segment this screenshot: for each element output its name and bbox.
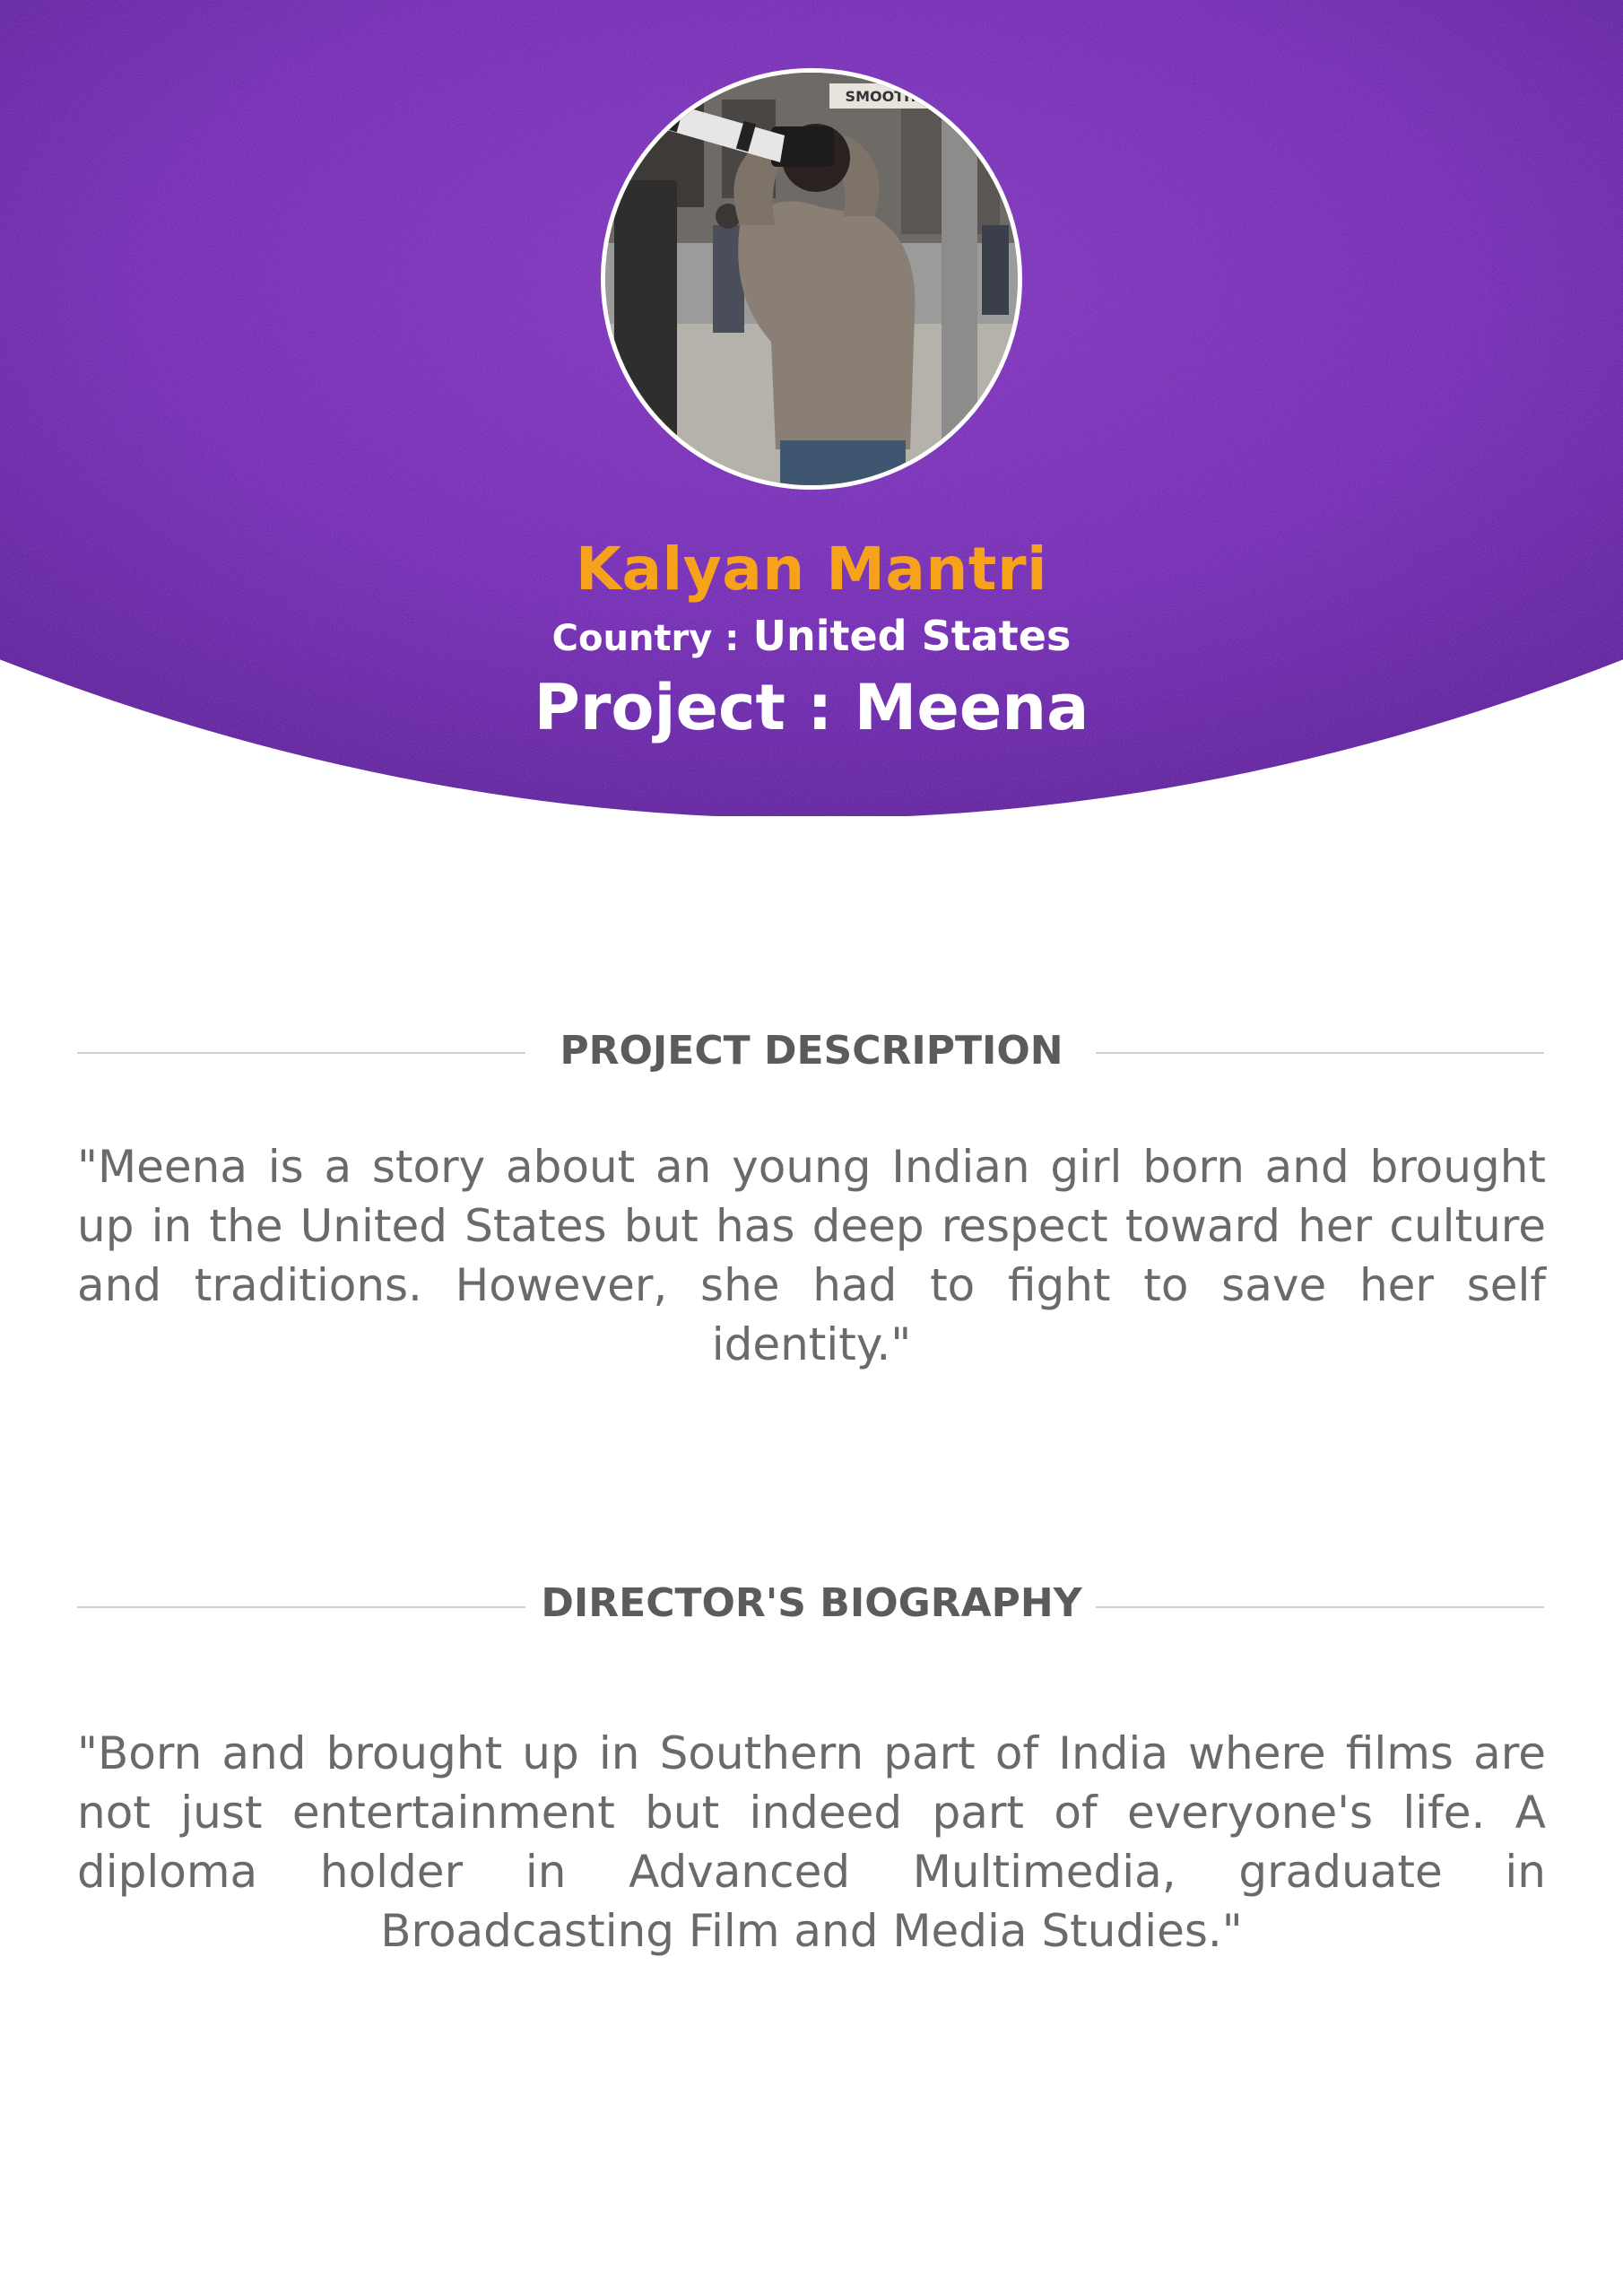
director-biography-heading: DIRECTOR'S BIOGRAPHY [541,1580,1082,1626]
project-title: Project : Meena [534,671,1089,744]
shop-sign-text: SMOOTHI [845,88,922,105]
director-photo [601,68,1022,490]
photographer-image [605,73,1018,485]
country-line [0,612,1623,660]
director-biography-text: "Born and brought up in Southern part of India where films are not just entertainment but indeed part of everyone's life. A diploma holder in Advanced Multimedia, graduate in Broadcasting Film and Media Studies." [77,1727,1546,1957]
project-description-heading: PROJECT DESCRIPTION [560,1028,1063,1074]
country-label: Country : [551,618,740,659]
country-value: United States [752,612,1072,660]
project-description-text: "Meena is a story about an young Indian girl born and brought up in the United States but has deep respect toward her culture and traditions. However, she had to fight to save her self identity." [77,1141,1546,1370]
director-name: Kalyan Mantri [575,535,1048,604]
